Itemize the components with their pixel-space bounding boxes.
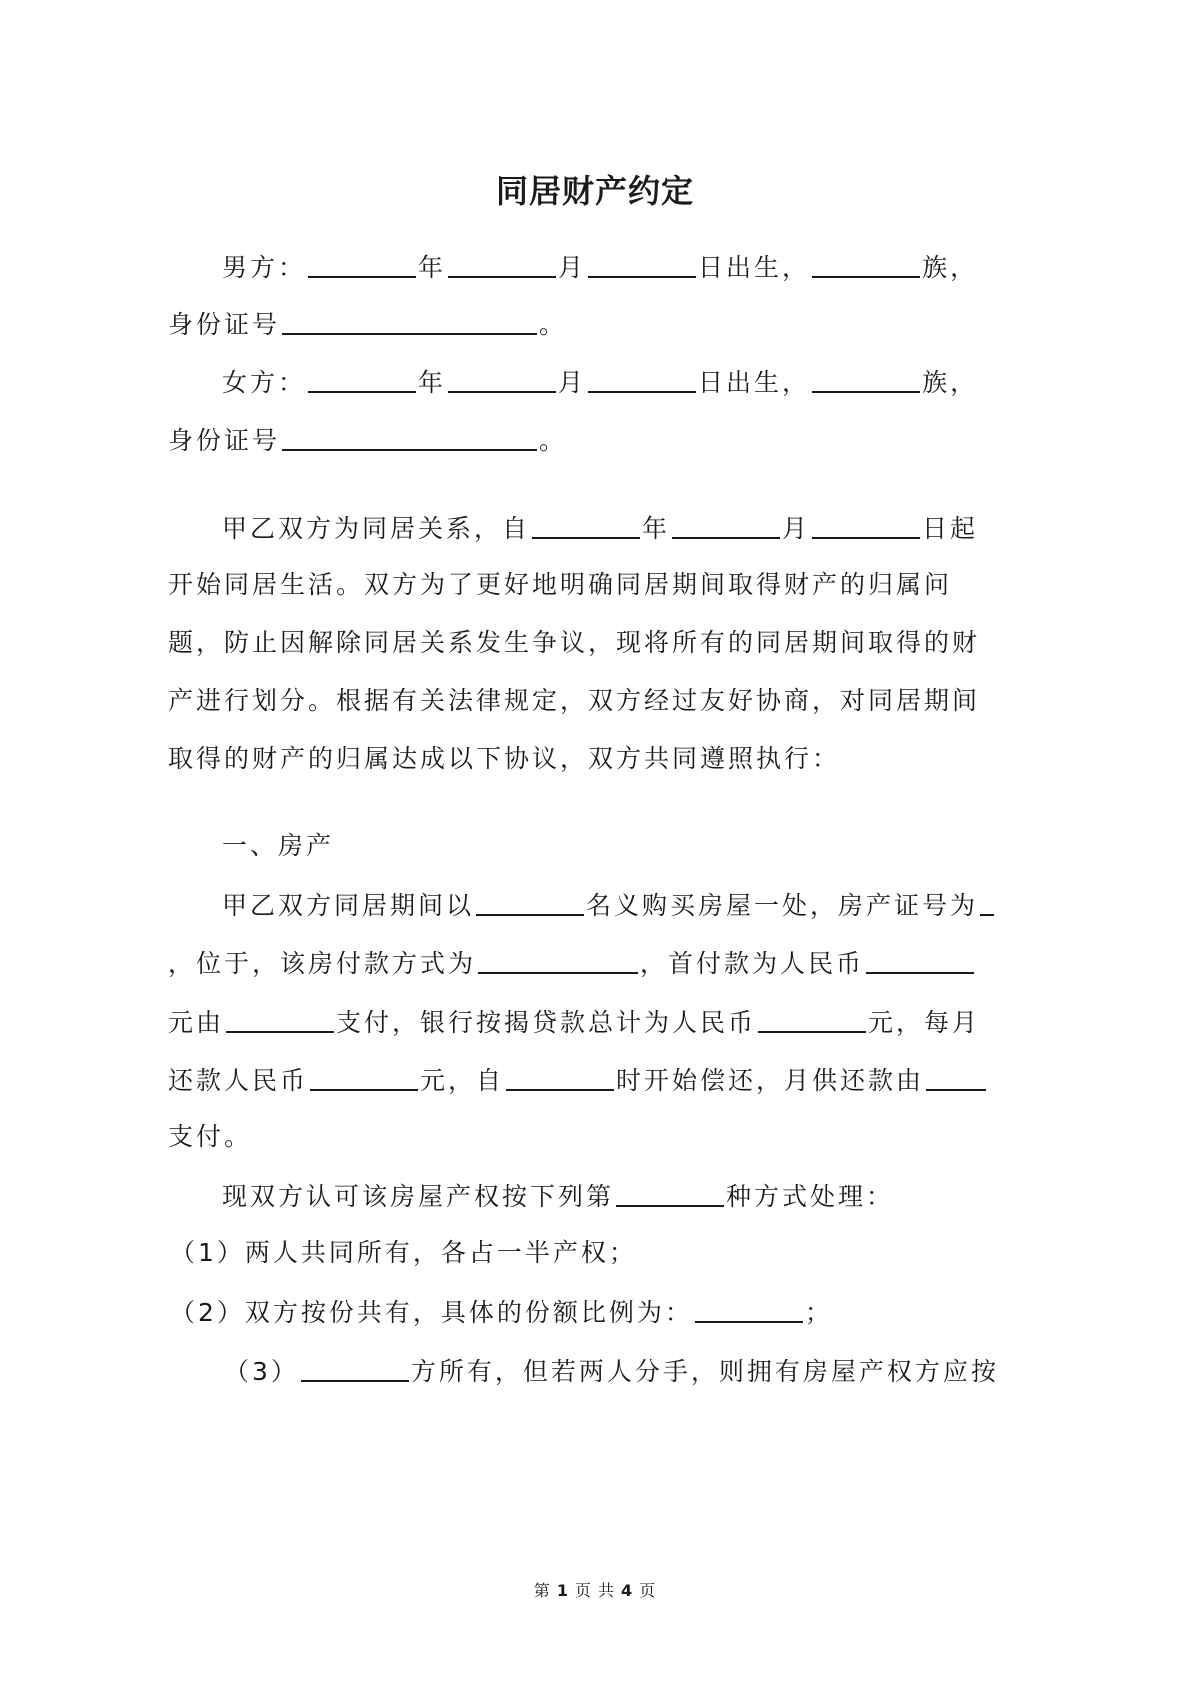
cohab-year-blank[interactable] [532,511,640,539]
female-birth-month-blank[interactable] [448,365,556,393]
male-id-label: 身份证号 [168,310,281,339]
cohab-month-text: 月 [782,514,811,543]
footer-mid: 页 共 [574,1581,616,1600]
female-ethnicity-blank[interactable] [812,365,920,393]
repay-payer-blank[interactable] [926,1063,986,1091]
option-2 [170,1295,833,1329]
option-2-end: ； [804,1298,833,1327]
female-month-text: 月 [558,368,587,397]
male-id-end: 。 [539,310,568,339]
female-id-blank[interactable] [282,423,537,451]
choice-end-text: 种方式处理： [726,1182,895,1211]
house-cert-number-blank[interactable] [980,888,994,916]
house-line-5: 支付。 [168,1122,253,1151]
male-label: 男方： [222,253,307,282]
male-birth-year-blank[interactable] [308,250,416,278]
choice-number-blank[interactable] [616,1179,724,1207]
female-year-text: 年 [418,368,447,397]
cohab-year-text: 年 [642,514,671,543]
loan-total-blank[interactable] [758,1005,866,1033]
male-born-text: 日出生， [698,253,811,282]
option-3 [224,1354,999,1388]
female-birth-day-blank[interactable] [588,365,696,393]
female-line [222,365,978,399]
repay-from-text: 元，自 [420,1066,505,1095]
house-purchase-text: 甲乙双方同居期间以 [222,891,475,920]
male-id-blank[interactable] [282,307,537,335]
male-line [222,250,978,284]
down-payment-payer-blank[interactable] [226,1005,334,1033]
total-page-number: 4 [621,1581,634,1600]
house-line-1 [222,888,996,922]
female-born-text: 日出生， [698,368,811,397]
option-3-text: 方所有，但若两人分手，则拥有房屋产权方应按 [410,1357,999,1386]
choice-text: 现双方认可该房屋产权按下列第 [222,1182,615,1211]
house-cert-text: 名义购买房屋一处，房产证号为 [586,891,979,920]
share-ratio-blank[interactable] [695,1295,803,1323]
house-line-4 [168,1063,988,1097]
male-birth-day-blank[interactable] [588,250,696,278]
male-year-text: 年 [418,253,447,282]
choice-line [222,1179,894,1213]
option-1: （1）两人共同所有，各占一半产权； [170,1238,637,1267]
intro-line-3: 题，防止因解除同居关系发生争议，现将所有的同居期间取得的财 [168,628,981,657]
intro-line-2: 开始同居生活。双方为了更好地明确同居期间取得财产的归属问 [168,570,953,599]
monthly-amount-blank[interactable] [310,1063,418,1091]
female-birth-year-blank[interactable] [308,365,416,393]
male-ethnic-text: 族， [922,253,979,282]
option-2-text: （2）双方按份共有，具体的份额比例为： [170,1298,693,1327]
house-location-text: ，位于，该房付款方式为 [168,949,477,978]
loan-total-text: 支付，银行按揭贷款总计为人民币 [336,1008,757,1037]
female-id-end: 。 [539,426,568,455]
down-payment-text: ，首付款为人民币 [640,949,865,978]
cohab-month-blank[interactable] [672,511,780,539]
house-line-2 [168,946,976,980]
female-label: 女方： [222,368,307,397]
footer-suffix: 页 [639,1581,657,1600]
male-ethnicity-blank[interactable] [812,250,920,278]
intro-line-4: 产进行划分。根据有关法律规定，双方经过友好协商，对同居期间 [168,686,981,715]
down-payment-amount-blank[interactable] [866,946,974,974]
cohab-day-blank[interactable] [812,511,920,539]
repay-by-text: 时开始偿还，月供还款由 [616,1066,925,1095]
repay-start-blank[interactable] [506,1063,614,1091]
male-birth-month-blank[interactable] [448,250,556,278]
current-page-number: 1 [556,1581,569,1600]
payer-text: 元由 [168,1008,225,1037]
intro-line-1 [222,511,978,545]
male-month-text: 月 [558,253,587,282]
option-3-number: （3） [224,1357,299,1386]
house-owner-name-blank[interactable] [476,888,584,916]
female-id-line [168,423,567,457]
payment-method-blank[interactable] [478,946,638,974]
intro-line-5: 取得的财产的归属达成以下协议，双方共同遵照执行： [168,744,841,773]
cohab-day-text: 日起 [922,514,979,543]
female-ethnic-text: 族， [922,368,979,397]
document-title: 同居财产约定 [495,172,694,210]
section-heading: 一、房产 [222,831,335,860]
female-id-label: 身份证号 [168,426,281,455]
page-footer [0,1578,1190,1601]
footer-prefix: 第 [533,1581,551,1600]
monthly-text: 元，每月 [868,1008,981,1037]
male-id-line [168,307,567,341]
house-line-3 [168,1005,980,1039]
repay-text: 还款人民币 [168,1066,309,1095]
owner-party-blank[interactable] [301,1354,409,1382]
intro-start-text: 甲乙双方为同居关系，自 [222,514,531,543]
